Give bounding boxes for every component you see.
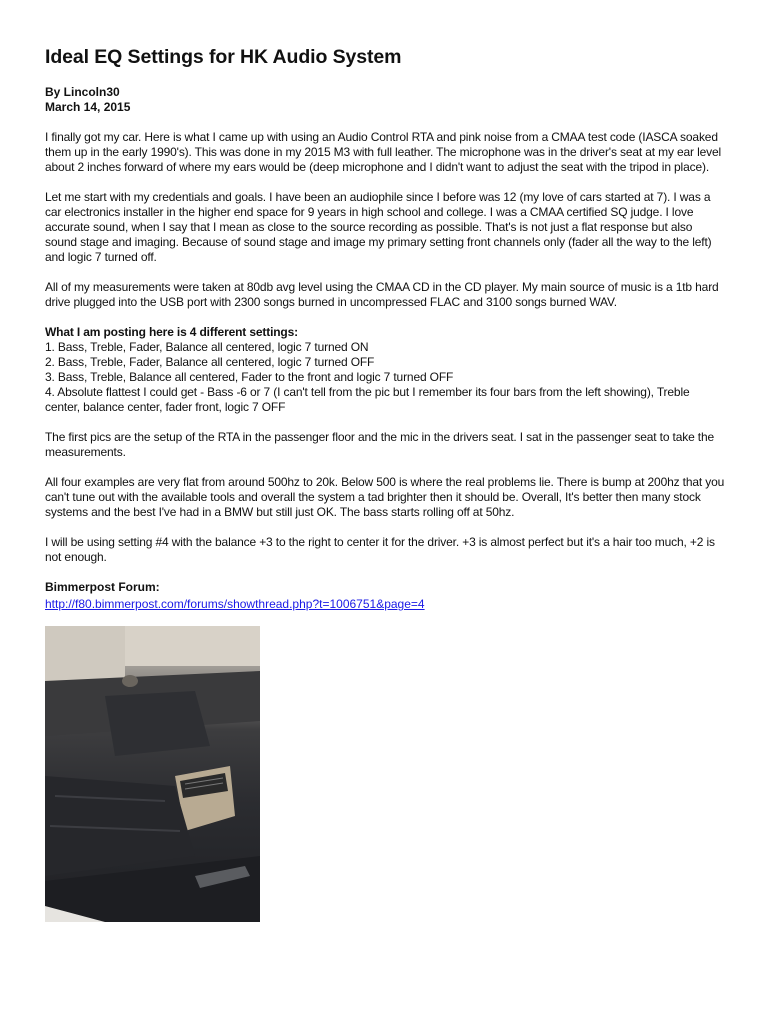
settings-list	[45, 325, 725, 415]
list-item: 1. Bass, Treble, Fader, Balance all centered, logic 7 turned ON	[45, 340, 369, 354]
paragraph-conclusion: I will be using setting #4 with the balance +3 to the right to center it for the driver. +3 is almost perfect but it's a hair too much, +2 is not enough.	[45, 535, 715, 564]
photo-illustration	[45, 626, 260, 922]
post-date: March 14, 2015	[45, 100, 131, 114]
paragraph-setup: The first pics are the setup of the RTA in the passenger floor and the mic in the drivers seat. I sat in the passenger seat to take the measurements.	[45, 430, 715, 459]
list-item: 2. Bass, Treble, Fader, Balance all centered, logic 7 turned OFF	[45, 355, 375, 369]
document-page	[45, 46, 725, 922]
forum-heading: Bimmerpost Forum:	[45, 580, 160, 594]
paragraph-measurements: All of my measurements were taken at 80db avg level using the CMAA CD in the CD player. My main source of music is a 1tb hard drive plugged into the USB port with 2300 songs burned in uncompressed FLAC and 3100 songs burned WAV.	[45, 280, 719, 309]
paragraph-results: All four examples are very flat from around 500hz to 20k. Below 500 is where the real problems lie. There is bump at 200hz that you can't tune out with the available tools and overall the system a tad brighter then it should be. Overall, It's better then many stock systems and the best I've had in a BMW but still just OK. The bass starts rolling off at 50hz.	[45, 475, 725, 519]
list-item: 3. Bass, Treble, Balance all centered, Fader to the front and logic 7 turned OFF	[45, 370, 454, 384]
author: By Lincoln30	[45, 85, 120, 99]
settings-heading: What I am posting here is 4 different settings:	[45, 325, 298, 339]
paragraph-intro: I finally got my car. Here is what I came up with using an Audio Control RTA and pink noise from a CMAA test code (IASCA soaked them up in the early 1990's). This was done in my 2015 M3 with full leather. The microphone was in the driver's seat at my ear level about 2 inches forward of where my ears would be (deep microphone and I didn't want to adjust the seat with the tripod in place).	[45, 130, 722, 174]
byline	[45, 85, 725, 115]
page-title: Ideal EQ Settings for HK Audio System	[45, 46, 402, 68]
paragraph-credentials: Let me start with my credentials and goals. I have been an audiophile since I before was 12 (my love of cars started at 7). I was a car electronics installer in the higher end space for 9 years in high school and college. I was a CMAA certified SQ judge. I love accurate sound, when I say that I mean as close to the source recording as possible. That's is not just a flat response but also sound stage and imaging. Because of sound stage and image my primary setting front channels only (fader all the way to the left) and logic 7 turned off.	[45, 190, 712, 264]
car-interior-photo	[45, 626, 260, 922]
list-item: 4. Absolute flattest I could get - Bass -6 or 7 (I can't tell from the pic but I remember its four bars from the left showing), Treble center, balance center, fader front, logic 7 OFF	[45, 385, 690, 414]
forum-link[interactable]: http://f80.bimmerpost.com/forums/showthread.php?t=1006751&page=4	[45, 597, 425, 611]
forum-section	[45, 580, 725, 613]
